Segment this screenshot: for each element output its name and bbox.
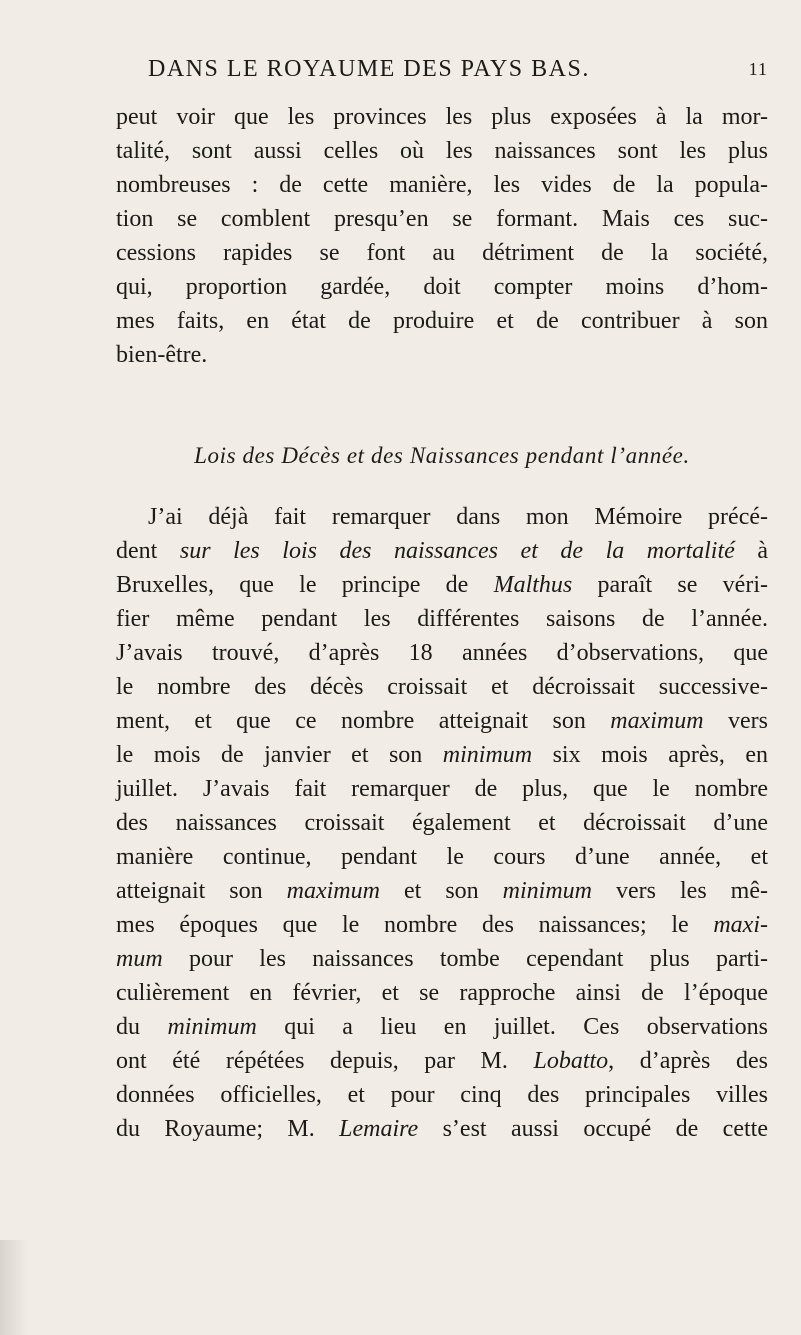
italic-term: mum [116,946,163,972]
text-line: données officielles, et pour cinq des principales villes [116,1082,768,1108]
text-line: nombreuses : de cette manière, les vides de la popula- [116,172,768,198]
text-line [116,568,768,602]
text-line [116,1112,768,1146]
text-run: vers les mê- [592,878,768,904]
text-line [116,704,768,738]
text-line: J’ai déjà fait remarquer dans mon Mémoire précé- [148,504,768,530]
text-run: Bruxelles, que le principe de [116,572,494,598]
italic-term: minimum [167,1014,257,1040]
text-line: bien-être. [116,342,208,368]
italic-term: minimum [502,878,593,904]
italic-name: Lemaire [339,1116,419,1142]
text-run: atteignait son [116,878,287,904]
page-number: 11 [748,59,768,79]
text-line: fier même pendant les différentes saisons de l’année. [116,606,768,632]
text-line [116,1010,768,1044]
text-line [116,942,768,976]
section-heading: Lois des Décès et des Naissances pendant l’année. [194,443,690,468]
text-line: le nombre des décès croissait et décroissait successive- [116,674,768,700]
text-line: des naissances croissait également et décroissait d’une [116,810,768,836]
text-run: , d’après des [608,1048,768,1074]
text-run: mes époques que le nombre des naissances; le [116,912,714,938]
text-line: manière continue, pendant le cours d’une année, et [116,844,768,870]
text-line: qui, proportion gardée, doit compter moins d’hom- [116,274,768,300]
italic-term: maximum [286,878,380,904]
text-run: ment, et que ce nombre atteignait son [116,708,611,734]
text-line: J’avais trouvé, d’après 18 années d’observations, que [116,640,768,666]
text-run: le mois de janvier et son [116,742,443,768]
text-line: juillet. J’avais fait remarquer de plus, que le nombre [116,776,768,802]
text-run: pour les naissances tombe cependant plus parti- [162,946,768,972]
running-head: DANS LE ROYAUME DES PAYS BAS. [148,56,590,82]
text-run: s’est aussi occupé de cette [418,1116,768,1142]
text-line [116,534,768,568]
text-run: du [116,1014,168,1040]
text-line [116,1044,768,1078]
text-run: paraît se véri- [572,572,768,598]
page-header [148,56,768,88]
text-line: cessions rapides se font au détriment de la société, [116,240,768,266]
text-line: culièrement en février, et se rapproche ainsi de l’époque [116,980,768,1006]
text-run: ont été répétées depuis, par M. [116,1048,534,1074]
text-line: talité, sont aussi celles où les naissances sont les plus [116,138,768,164]
italic-name: Malthus [493,572,573,598]
italic-term: maxi- [713,912,768,938]
text-run: qui a lieu en juillet. Ces observations [256,1014,769,1040]
text-run: à [734,538,768,564]
italic-term: maximum [610,708,704,734]
italic-term: minimum [442,742,533,768]
text-line: peut voir que les provinces les plus exposées à la mor- [116,104,768,130]
text-run: vers [703,708,768,734]
text-run: du Royaume; M. [116,1116,340,1142]
text-run: et son [379,878,503,904]
text-run: dent [116,538,180,564]
text-line [116,738,768,772]
text-line [116,874,768,908]
italic-title: sur les lois des naissances et de la mortalité [179,538,735,564]
text-run: six mois après, en [532,742,768,768]
text-line [116,908,768,942]
italic-name: Lobatto [533,1048,609,1074]
text-line: mes faits, en état de produire et de contribuer à son [116,308,768,334]
page-edge-shadow [0,1240,28,1335]
text-line: tion se comblent presqu’en se formant. Mais ces suc- [116,206,768,232]
